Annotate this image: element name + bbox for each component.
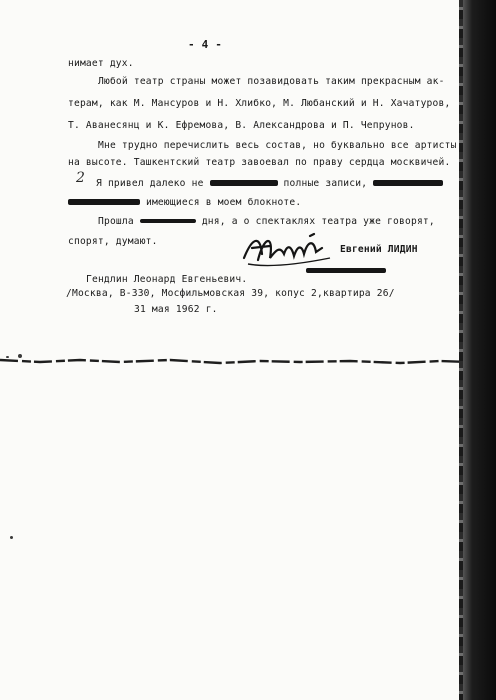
ink-speck (18, 354, 22, 358)
sender-name: Гендлин Леонард Евгеньевич. (86, 274, 248, 285)
redaction-mark (140, 219, 196, 223)
text-line-7 (96, 178, 443, 189)
margin-note: 2 (76, 170, 85, 186)
scan-edge-shadow (462, 0, 496, 700)
text-line-8 (68, 197, 301, 208)
redaction-mark (68, 199, 140, 205)
redaction-mark (210, 180, 278, 186)
typed-author-name: Евгений ЛИДИН (340, 244, 418, 255)
text-line-9-end: дня, а о спектаклях театра уже говорят, (201, 216, 435, 227)
text-line-8-text: имеющиеся в моем блокноте. (145, 197, 302, 208)
text-line-1: нимает дух. (68, 58, 134, 69)
text-line-4: Т. Аванесянц и К. Ефремова, В. Александрова и П. Чепрунов. (68, 120, 415, 131)
text-line-9 (98, 216, 435, 227)
ink-speck (10, 536, 13, 539)
text-line-7-end: полные записи, (283, 178, 368, 189)
redaction-mark (373, 180, 443, 186)
text-line-6: на высоте. Ташкентский театр завоевал по праву сердца москвичей. (68, 157, 451, 168)
letter-date: 31 мая 1962 г. (134, 304, 218, 315)
ink-speck (6, 356, 9, 358)
redaction-mark (306, 268, 386, 273)
sender-address: /Москва, В-330, Мосфильмовская 39, копус 2,квартира 26/ (66, 288, 395, 299)
text-line-2: Любой театр страны может позавидовать таким прекрасным ак- (98, 76, 445, 87)
page-number: - 4 - (188, 38, 223, 51)
text-line-3: терам, как М. Мансуров и Н. Хлибко, М. Любанский и Н. Хачатуров, (68, 98, 451, 109)
text-line-10: спорят, думают. (68, 236, 158, 247)
text-line-7-start: Я привел далеко не (96, 178, 204, 189)
text-line-5: Мне трудно перечислить весь состав, но буквально все артисты (98, 140, 457, 151)
text-line-9-start: Прошла (98, 216, 134, 227)
